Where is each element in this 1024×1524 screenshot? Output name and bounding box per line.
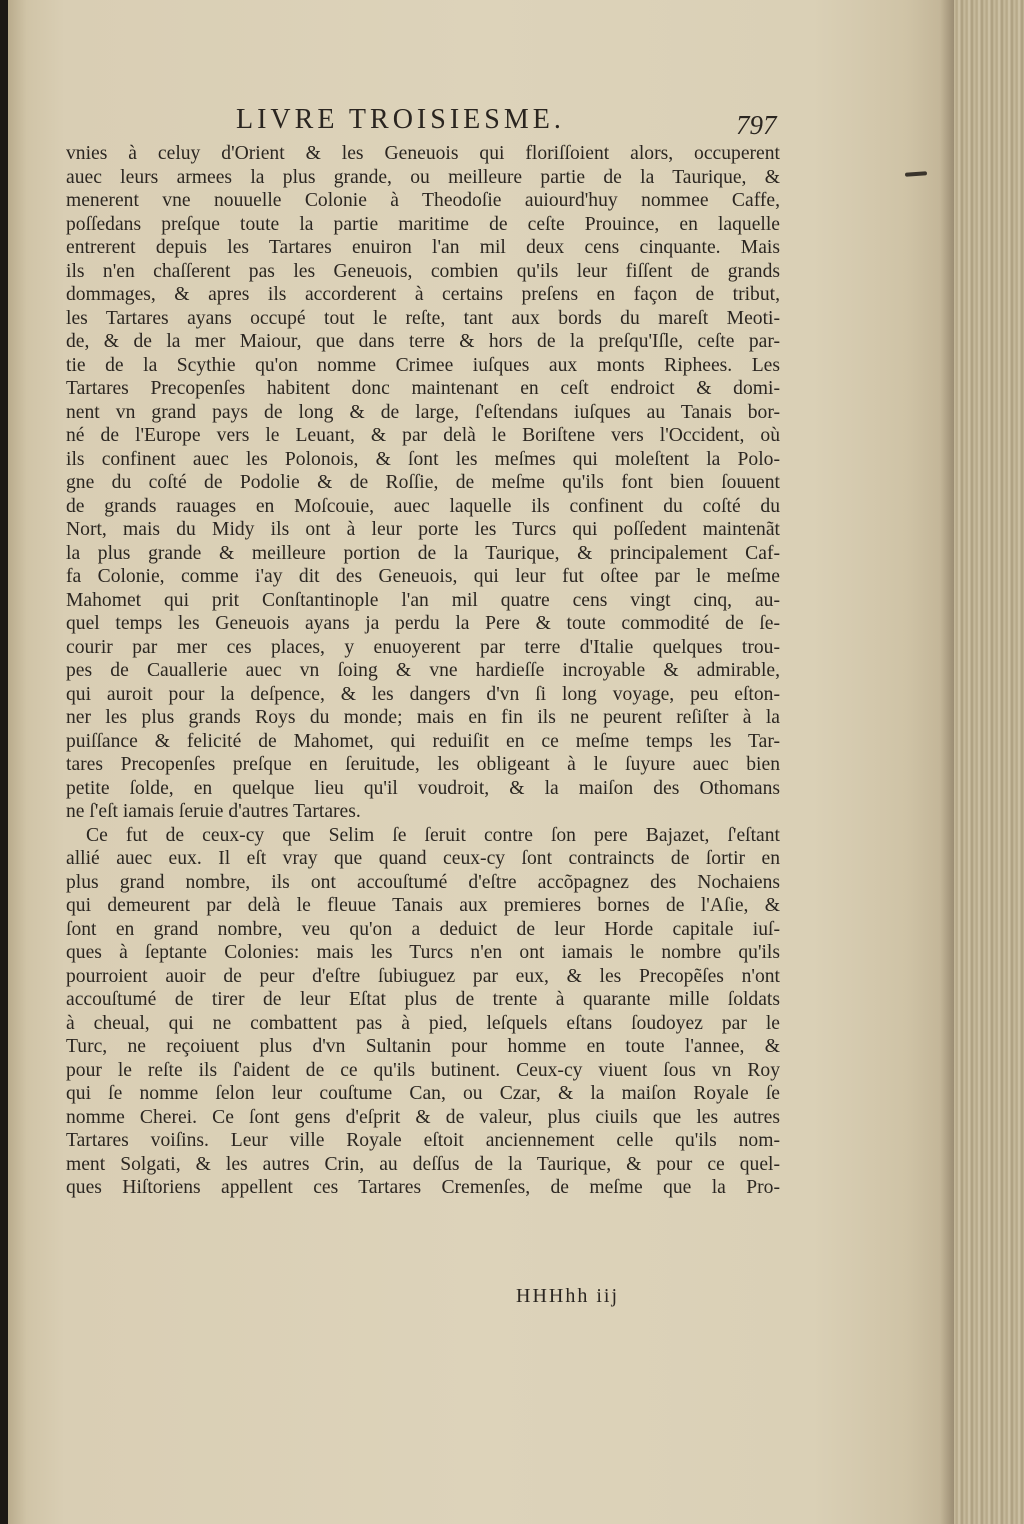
book-page	[8, 0, 954, 1524]
text-line: de grands rauages en Moſcouie, auec laquelle ils confinent du coſté du	[66, 495, 780, 517]
text-line: menerent vne nouuelle Colonie à Theodoſie auiourd'huy nommee Caffe,	[66, 190, 780, 211]
text-line: Tartares voiſins. Leur ville Royale eſtoit anciennement celle qu'ils nom-	[66, 1130, 780, 1151]
text-line: tares Precopenſes preſque en ſeruitude, les obligeant à le ſuyure auec bien	[66, 754, 780, 775]
text-line: ques à ſeptante Colonies: mais les Turcs n'en ont iamais le nombre qu'ils	[66, 942, 780, 963]
text-line: nomme Cherei. Ce ſont gens d'eſprit & de valeur, plus ciuils que les autres	[66, 1106, 780, 1128]
text-line: nent vn grand pays de long & de large, ſ'eſtendans iuſques au Tanais bor-	[66, 401, 780, 423]
text-line: tie de la Scythie qu'on nomme Crimee iuſques aux monts Riphees. Les	[66, 354, 780, 376]
text-line: vnies à celuy d'Orient & les Geneuois qui floriſſoient alors, occuperent	[66, 143, 780, 164]
text-line: Tartares Precopenſes habitent donc maintenant en ceſt endroict & domi-	[66, 378, 780, 399]
text-line: courir par mer ces places, y enuoyerent par terre d'Italie quelques trou-	[66, 636, 780, 658]
text-line: fa Colonie, comme i'ay dit des Geneuois, qui leur fut oſtee par le meſme	[66, 566, 780, 587]
text-line: pourroient auoir de peur d'eſtre ſubiuguez par eux, & les Precopẽſes n'ont	[66, 965, 780, 987]
text-line: entrerent depuis les Tartares enuiron l'an mil deux cens cinquante. Mais	[66, 237, 780, 258]
text-line: pes de Cauallerie auec vn ſoing & vne hardieſſe incroyable & admirable,	[66, 660, 780, 681]
running-head: LIVRE TROISIESME.	[236, 104, 565, 135]
text-line: quel temps les Geneuois ayans ja perdu la Pere & toute commodité de ſe-	[66, 613, 780, 634]
text-line: accouſtumé de tirer de leur Eſtat plus de trente à quarante mille ſoldats	[66, 989, 780, 1010]
text-line: Ce fut de ceux-cy que Selim ſe ſeruit contre ſon pere Bajazet, ſ'eſtant	[86, 824, 780, 846]
text-line: ils confinent auec les Polonois, & ſont les meſmes qui moleſtent la Polo-	[66, 448, 780, 470]
page-edges	[954, 0, 1024, 1524]
text-line: plus grand nombre, ils ont accouſtumé d'eſtre accõpagnez des Nochaiens	[66, 871, 780, 893]
text-line: ils n'en chaſſerent pas les Geneuois, combien qu'ils leur fiſſent de grands	[66, 260, 780, 282]
text-line: Mahomet qui prit Conſtantinople l'an mil quatre cens vingt cinq, au-	[66, 589, 780, 611]
text-line: né de l'Europe vers le Leuant, & par delà le Boriſtene vers l'Occident, où	[66, 425, 780, 446]
text-line: qui ſe nomme ſelon leur couſtume Can, ou Czar, & la maiſon Royale ſe	[66, 1083, 780, 1104]
text-line: à cheual, qui ne combattent pas à pied, leſquels eſtans ſoudoyez par le	[66, 1012, 780, 1034]
text-line: qui demeurent par delà le fleuue Tanais aux premieres bornes de l'Aſie, &	[66, 895, 780, 916]
text-line: pour le reſte ils ſ'aident de ce qu'ils butinent. Ceux-cy viuent ſous vn Roy	[66, 1059, 780, 1081]
text-line: ner les plus grands Roys du monde; mais en fin ils ne peurent reſiſter à la	[66, 707, 780, 728]
text-line: gne du coſté de Podolie & de Roſſie, de meſme qu'ils font bien ſouuent	[66, 472, 780, 493]
signature-mark: HHHhh iij	[516, 1285, 619, 1307]
text-line: les Tartares ayans occupé tout le reſte, tant aux bords du mareſt Meoti-	[66, 307, 780, 329]
text-line: Nort, mais du Midy ils ont à leur porte les Turcs qui poſſedent maintenãt	[66, 519, 780, 540]
text-line: de, & de la mer Maiour, que dans terre & hors de la preſqu'Iſle, ceſte par-	[66, 331, 780, 352]
text-line: dommages, & apres ils accorderent à certains preſens en façon de tribut,	[66, 284, 780, 305]
text-line: poſſedans preſque toute la partie maritime de ceſte Prouince, en laquelle	[66, 213, 780, 235]
text-line: ſont en grand nombre, veu qu'on a deduict de leur Horde capitale iuſ-	[66, 918, 780, 940]
text-line: allié auec eux. Il eſt vray que quand ceux-cy ſont contraincts de ſortir en	[66, 848, 780, 869]
text-line: puiſſance & felicité de Mahomet, qui reduiſit en ce meſme temps les Tar-	[66, 730, 780, 752]
text-line: ques Hiſtoriens appellent ces Tartares Cremenſes, de meſme que la Pro-	[66, 1177, 780, 1198]
text-line: ment Solgati, & les autres Crin, au deſſus de la Taurique, & pour ce quel-	[66, 1153, 780, 1175]
text-line: auec leurs armees la plus grande, ou meilleure partie de la Taurique, &	[66, 166, 780, 188]
text-line: qui auroit pour la deſpence, & les dangers d'vn ſi long voyage, peu eſton-	[66, 683, 780, 705]
body-text	[66, 142, 780, 1200]
text-line: la plus grande & meilleure portion de la Taurique, & principalement Caf-	[66, 542, 780, 564]
text-line: petite ſolde, en quelque lieu qu'il voudroit, & la maiſon des Othomans	[66, 777, 780, 799]
text-line: Turc, ne reçoiuent plus d'vn Sultanin pour homme en toute l'annee, &	[66, 1036, 780, 1057]
text-line: ne ſ'eſt iamais ſeruie d'autres Tartares.	[66, 801, 361, 822]
page-number: 797	[736, 110, 777, 140]
